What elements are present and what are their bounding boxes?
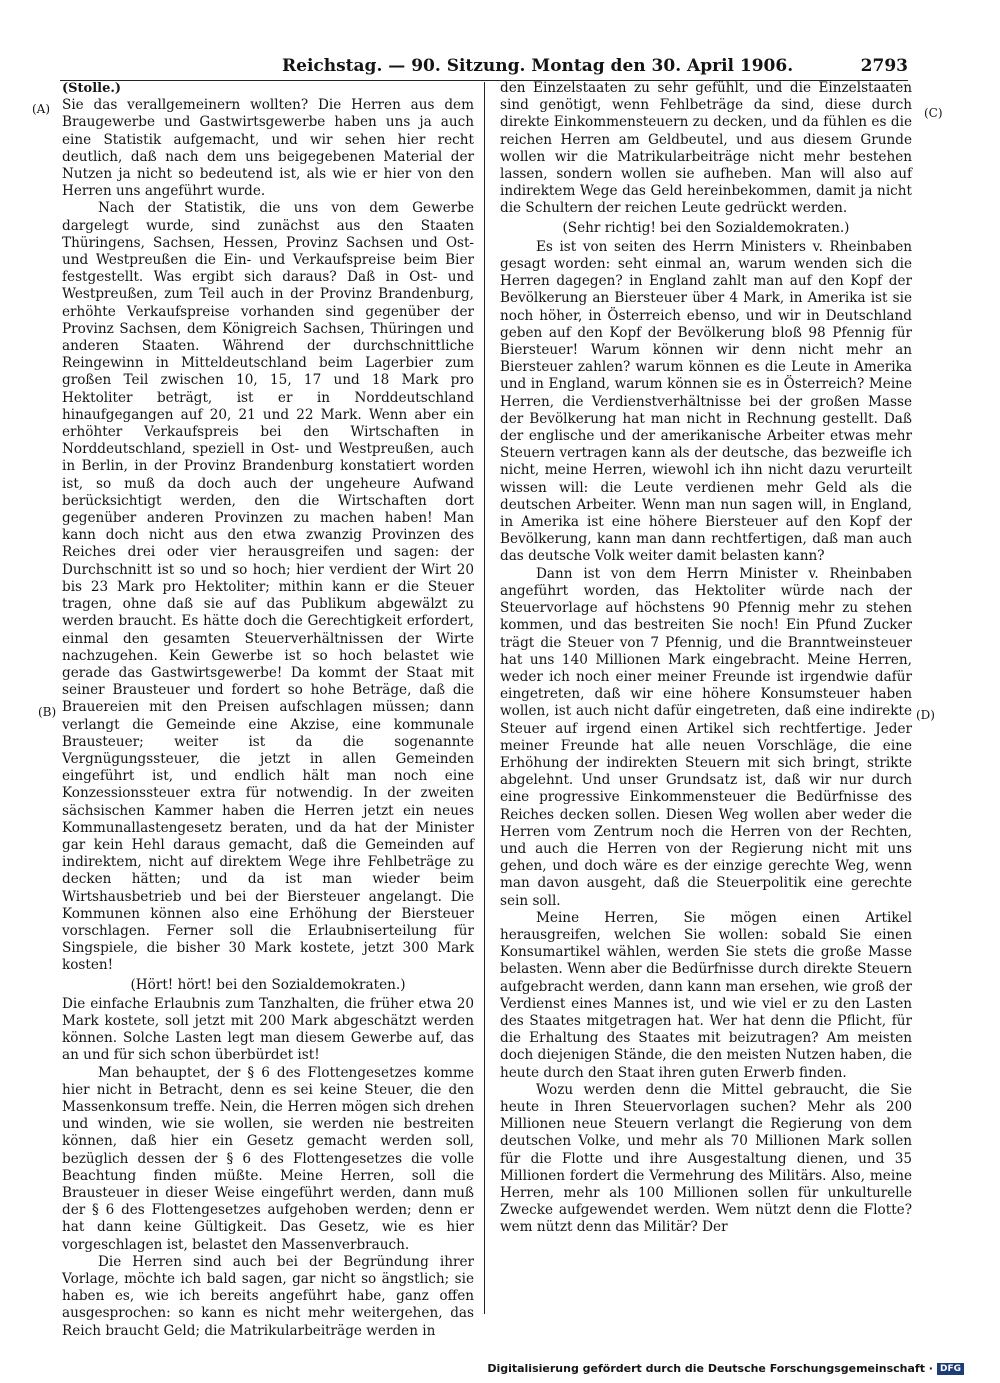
paragraph: Es ist von seiten des Herrn Ministers v. Rheinbaben gesagt worden: seht einmal an, warum wenden sich die Herren dagegen? in England zahlt man auf den Kopf der Bevölkerung an Biersteuer über 4 Mark, in Amerika ist sie noch höher, in Österreich ebenso, und wir in Deutschland geben auf den Kopf der Bevölkerung bloß 98 Pfennig für Biersteuer! Warum können wir denn nicht mehr an Biersteuer zahlen? warum können es die Leute in Amerika und in England, warum können sie es in Österreich? Meine Herren, die Verdienstverhältnisse bei der großen Masse der Bevölkerung hat man nicht in Rechnung gestellt. Daß der englische und der amerikanische Arbeiter etwas mehr Steuern vertragen kann als der deutsche, das bezweifle ich nicht, meine Herren, wiewohl ich ihn nicht dazu verurteilt wissen will: die Leute verdienen mehr Geld als die deutschen Arbeiter. Wenn man nun sagen will, in England, in Amerika ist eine höhere Biersteuer auf den Kopf der Bevölkerung, kann man dann rechtfertigen, daß man auch das deutsche Volk weiter damit belasten kann? [500,238,912,565]
margin-marker-c: (C) [924,106,943,120]
paragraph: Die einfache Erlaubnis zum Tanzhalten, die früher etwa 20 Mark kostete, soll jetzt mit 200 Mark abgeschätzt werden können. Solche Lasten legt man diesem Gewerbe auf, das an und für sich schon überbürdet ist! [62,995,474,1064]
interjection: (Sehr richtig! bei den Sozialdemokraten.) [562,219,850,236]
paragraph: Dann ist von dem Herrn Minister v. Rheinbaben angeführt worden, das Hektoliter würde nach der Steuervorlage auf höchstens 90 Pfennig mehr zu stehen kommen, und das bestreiten Sie noch! Ein Pfund Zucker trägt die Steuer von 7 Pfennig, und die Branntweinsteuer hat uns 140 Millionen Mark eingebracht. Meine Herren, weder ich noch einer meiner Freunde ist irgendwie dafür eingetreten, daß wir eine höhere Konsumsteuer haben wollen, ist auch nicht dafür eingetreten, daß eine indirekte Steuer auf irgend einen Artikel sich rechtfertige. Jeder meiner Freunde hat alle neuen Vorschläge, die eine Erhöhung der indirekten Steuern mit sich bringt, strikte abgelehnt. Und unser Grundsatz ist, daß wir nur durch eine progressive Einkommensteuer die Bedürfnisse des Reiches decken sollen. Diesen Weg wollen aber weder die Herren vom Zentrum noch die Herren von der Rechten, und auch die Herren von der Regierung nicht mit uns gehen, und doch wäre es der einzige gerechte Weg, wenn man davon ausgeht, daß die Steuerpolitik eine gerechte sein soll. [500,565,912,909]
paragraph: Die Herren sind auch bei der Begründung ihrer Vorlage, möchte ich bald sagen, gar nicht so ängstlich; sie haben es, wie ich bereits angeführt habe, ganz offen ausgesprochen: so kann es nicht mehr weitergehen, das Reich braucht Geld; die Matrikularbeiträge werden in [62,1253,474,1339]
paragraph: Sie das verallgemeinern wollten? Die Herren aus dem Braugewerbe und Gastwirtsgewerbe haben uns ja auch eine Statistik aufgemacht, und wir sehen hier recht deutlich, daß nach dem uns beigegebenen Material der Nutzen ja nicht so bedeutend ist, als wie er hier von den Herren uns angeführt wurde. [62,97,474,200]
footer-credit [487,1362,964,1375]
margin-marker-b: (B) [38,705,57,719]
paragraph: den Einzelstaaten zu sehr gefühlt, und die Einzelstaaten sind genötigt, wenn Fehlbeträge da sind, diese durch direkte Einkommensteuern zu decken, und da fühlen es die reichen Herren am Geldbeutel, und aus diesem Grunde wollen wir die Matrikularbeiträge nicht mehr bestehen lassen, sondern wollen sie aufheben. Man will also auf indirektem Wege das Geld hereinbekommen, damit ja nicht die Schultern der reichen Leute gedrückt werden. [500,80,912,217]
margin-marker-a: (A) [32,102,51,116]
running-title: Reichstag. — 90. Sitzung. Montag den 30. April 1906. [282,56,794,76]
paragraph: Man behauptet, der § 6 des Flottengesetzes komme hier nicht in Betracht, denn es sei keine Steuer, die den Massenkonsum treffe. Nein, die Herren mögen sich drehen und winden, wie sie wollen, sie werden nie bestreiten können, daß hier ein Gesetz gemacht werden soll, bezüglich dessen der § 6 des Flottengesetzes die volle Beachtung finden müßte. Meine Herren, soll die Brausteuer in dieser Weise eingeführt werden, dann muß der § 6 des Flottengesetzes aufgehoben werden; denn er hat dann keine Gültigkeit. Das Gesetz, wie es hier vorgeschlagen ist, belastet den Massenverbrauch. [62,1064,474,1253]
page-header [60,56,908,78]
page-number: 2793 [860,56,908,76]
speaker-name: (Stolle.) [62,81,122,96]
column-divider [484,82,485,1314]
right-column [500,80,912,1237]
footer-text: Digitalisierung gefördert durch die Deutsche Forschungsgemeinschaft · [487,1362,933,1375]
left-column [62,80,474,1340]
paragraph: Meine Herren, Sie mögen einen Artikel herausgreifen, welchen Sie wollen: sobald Sie einen Konsumartikel wählen, werden Sie stets die große Masse belasten. Wenn aber die Bedürfnisse durch direkte Steuern aufgebracht werden, dann kann man ersehen, wie groß der Verdienst eines Mannes ist, und wie viel er zu den Lasten des Staates mitgetragen hat. Wer hat denn die Pflicht, für die Erhaltung des Staates mit beizutragen? Am meisten doch diejenigen Stände, die den meisten Nutzen haben, die heute durch den Staat ihren guten Erwerb finden. [500,909,912,1081]
paragraph: Nach der Statistik, die uns von dem Gewerbe dargelegt wurde, sind zunächst aus den Staaten Thüringens, Sachsen, Hessen, Provinz Sachsen und Ost- und Westpreußen die Ein- und Verkaufspreise beim Bier festgestellt. Was ergibt sich daraus? Daß in Ost- und Westpreußen, zum Teil auch in der Provinz Brandenburg, erhöhte Verkaufspreise vorhanden sind gegenüber der Provinz Sachsen, dem Königreich Sachsen, Thüringen und anderen Staaten. Während der durchschnittliche Reingewinn in Mitteldeutschland beim Lagerbier zum großen Teil zwischen 10, 15, 17 und 18 Mark pro Hektoliter beträgt, ist er in Norddeutschland hinaufgegangen auf 20, 21 und 22 Mark. Wenn aber ein erhöhter Verkaufspreis bei den Wirtschaften in Norddeutschland, speziell in Ost- und Westpreußen, auch in Berlin, in der Provinz Brandenburg konstatiert worden ist, so muß da doch auch der ungeheure Aufwand berücksichtigt werden, den die Wirtschaften dort gegenüber anderen Provinzen zu machen haben! Man kann doch nicht aus den etwa zwanzig Provinzen des Reiches drei oder vier herausgreifen und sagen: der Durchschnitt ist so und so hoch; hier verdient der Wirt 20 bis 23 Mark pro Hektoliter; mithin kann er die Steuer tragen, ohne daß sie auf das Publikum abgewälzt zu werden braucht. Es hätte doch die Gerechtigkeit erfordert, einmal den gesamten Steuerverhältnissen der Wirte nachzugehen. Kein Gewerbe ist so hoch belastet wie gerade das Gastwirtsgewerbe! Da kommt der Staat mit seiner Brausteuer und fordert so hohe Beträge, daß die Brauereien mit den Preisen aufschlagen müssen; dann verlangt die Gemeinde eine Akzise, eine kommunale Brausteuer; weiter ist da die sogenannte Vergnügungssteuer, die jetzt in allen Gemeinden eingeführt ist, und endlich hält man noch eine Konzessionssteuer extra für notwendig. In der zweiten sächsischen Kammer haben die Herren jetzt ein neues Kommunallastengesetz beraten, und da hat der Minister gar kein Hehl daraus gemacht, daß die Gemeinden auf indirektem, nicht auf direktem Wege ihre Fehlbeträge zu decken hätten; und da ist man wieder beim Wirtshausbetrieb und bei der Biersteuer angelangt. Die Kommunen können also eine Erhöhung der Biersteuer vorschlagen. Ferner soll die Erlaubniserteilung für Singspiele, die bisher 30 Mark kostete, jetzt 300 Mark kosten! [62,200,474,974]
paragraph: Wozu werden denn die Mittel gebraucht, die Sie heute in Ihren Steuervorlagen suchen? Mehr als 200 Millionen neue Steuern verlangt die Regierung von dem deutschen Volke, und mehr als 70 Millionen Mark sollen für die Flotte und ihre Ausgestaltung dienen, und 35 Millionen fordert die Vermehrung des Militärs. Also, meine Herren, mehr als 100 Millionen sollen für unkulturelle Zwecke aufgewendet werden. Wem nützt denn die Flotte? wem nützt denn das Militär? Der [500,1081,912,1236]
margin-marker-d: (D) [916,708,935,722]
interjection: (Hört! hört! bei den Sozialdemokraten.) [130,976,406,993]
dfg-logo: DFG [937,1363,964,1375]
